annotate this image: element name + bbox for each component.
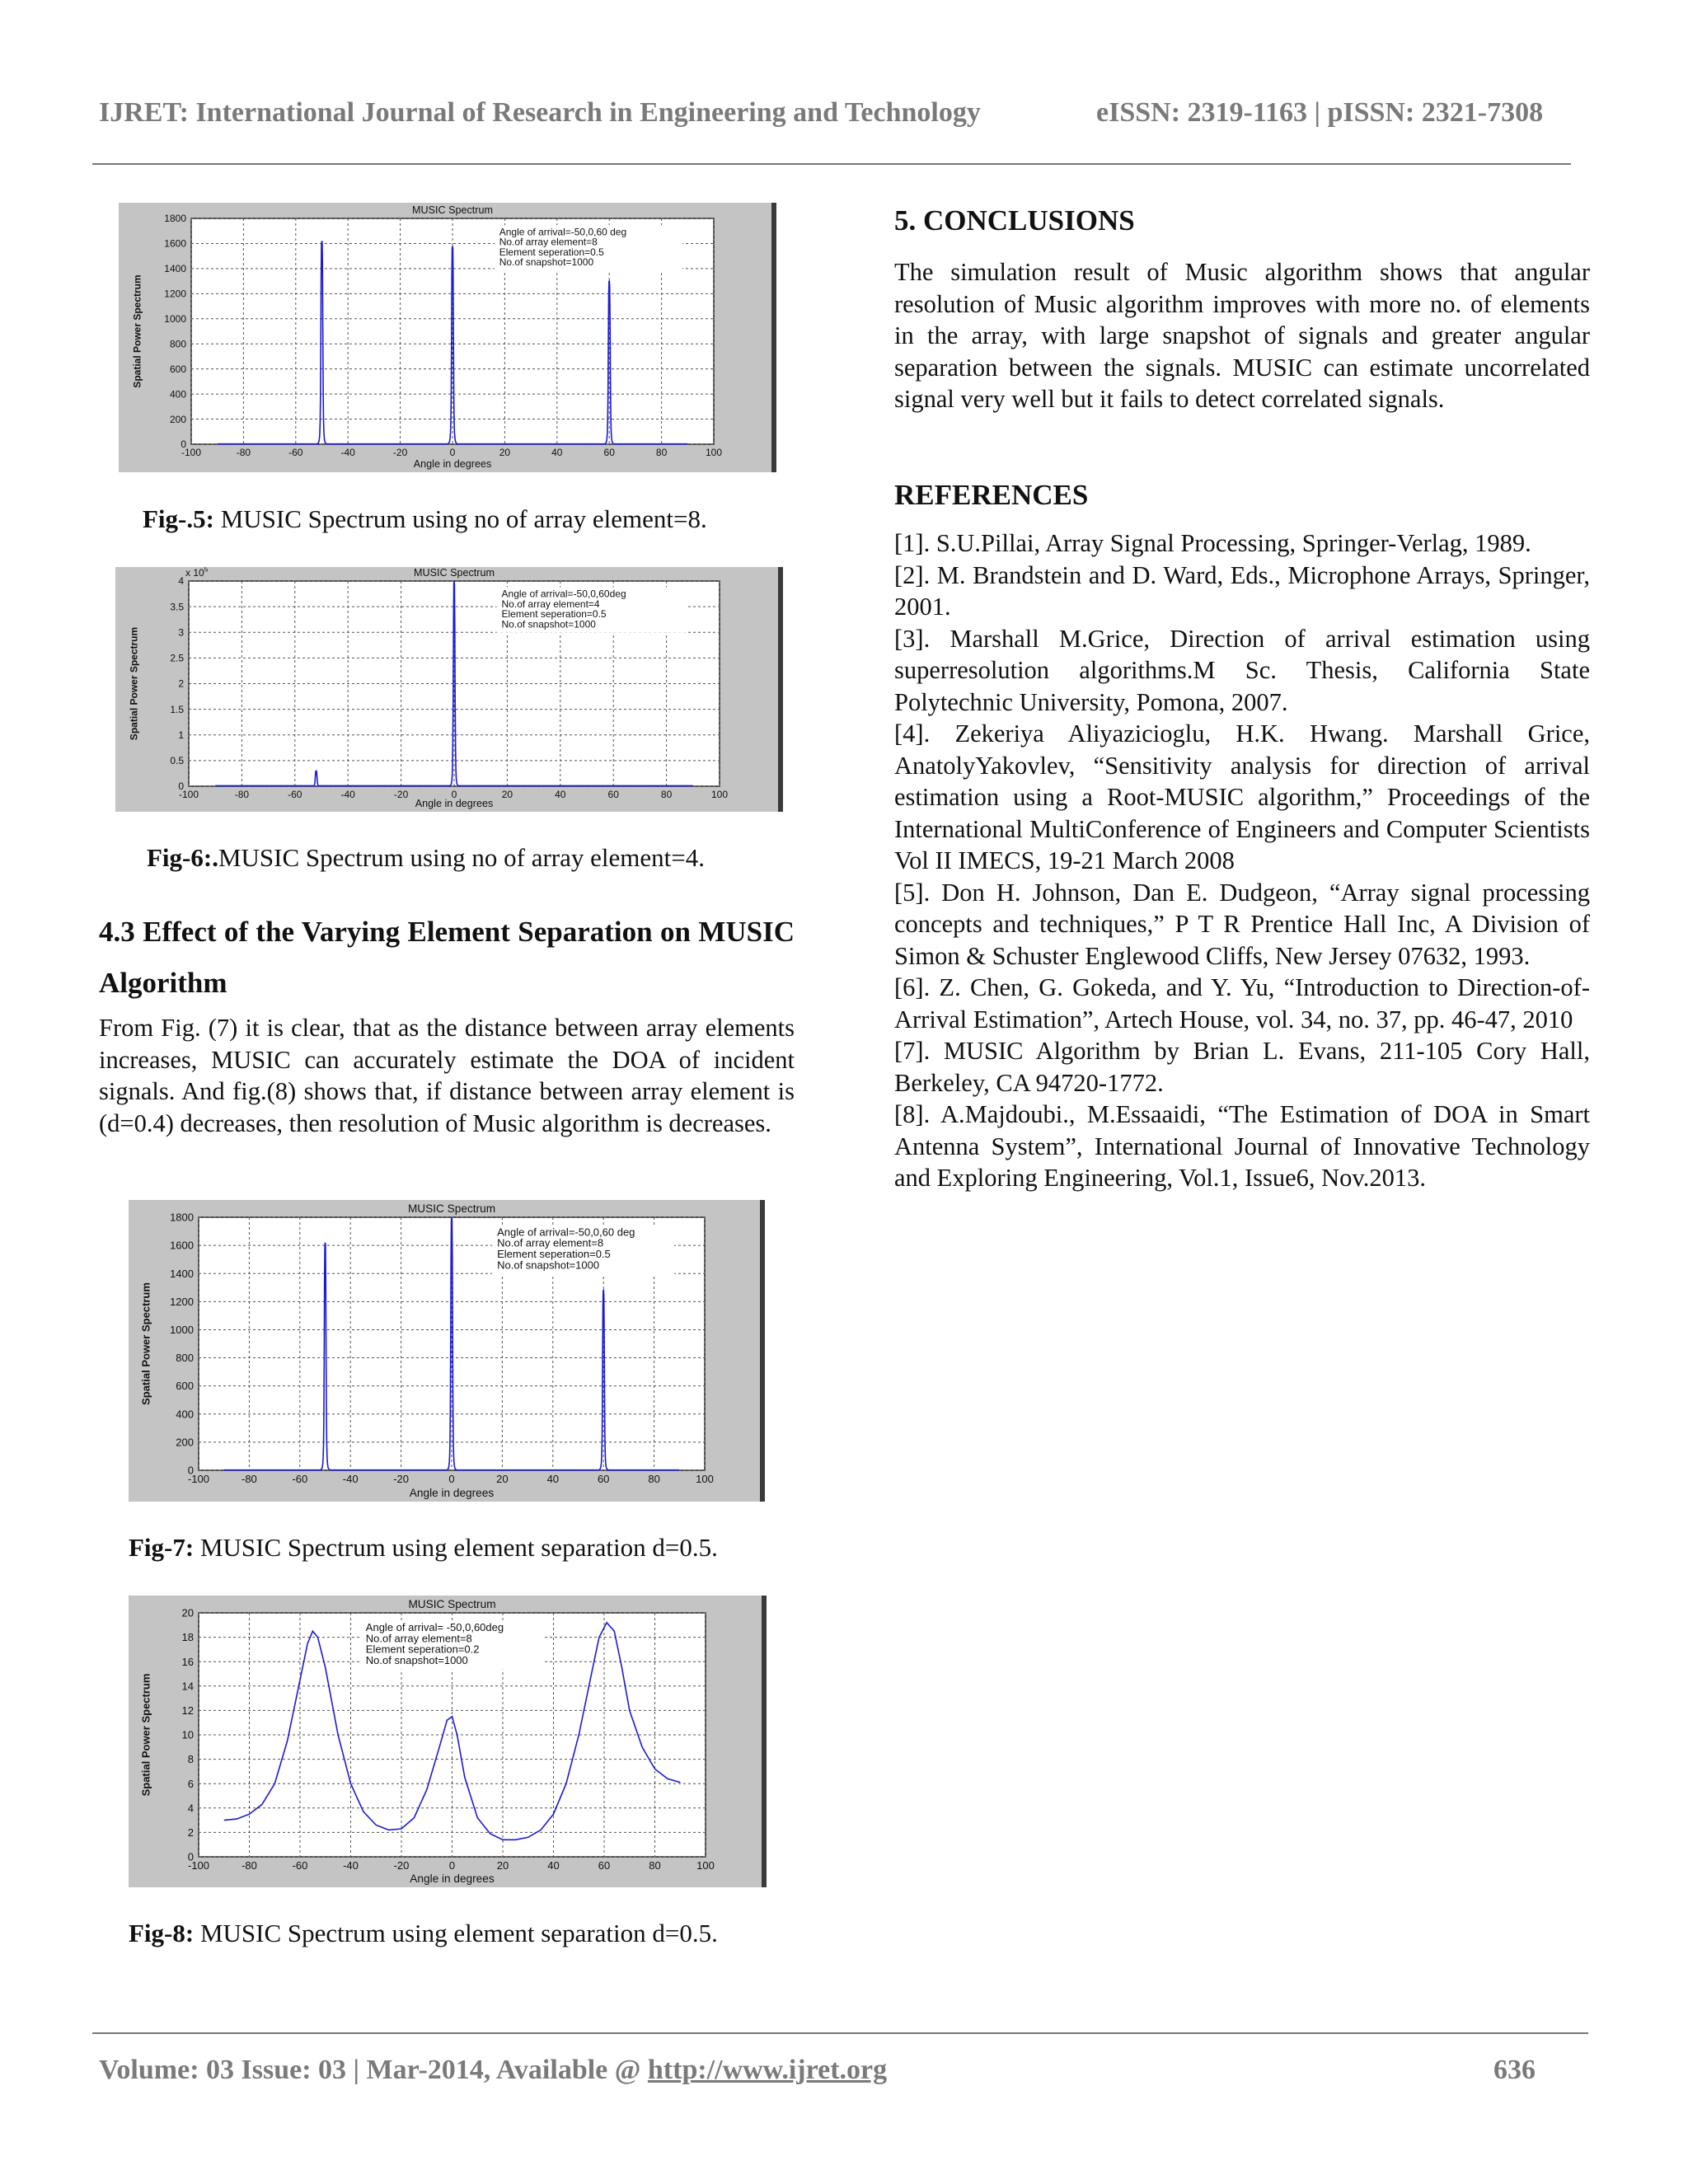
reference-item: [4]. Zekeriya Aliyazicioglu, H.K. Hwang. Marshall Grice, AnatolyYakovlev, “Sensitivity analysis for direction of arrival estimation using a Root-MUSIC algorithm,” Proceedings of the International MultiConference of Engineers and Computer Scientists Vol II IMECS, 19-21 March 2008 [894,719,1590,874]
x-tick-label: -20 [393,789,409,800]
x-tick-label: 60 [603,447,615,458]
chart-svg [129,1596,767,1887]
x-tick-label: 0 [451,789,457,800]
x-tick-label: -60 [292,1859,308,1872]
annotation-line: Angle of arrival=-50,0,60deg [501,588,626,600]
x-tick-label: 40 [547,1859,560,1872]
caption-label: Fig-7: [129,1533,195,1562]
y-tick-label: 2 [178,677,184,690]
x-tick-label: 40 [546,1473,560,1485]
x-tick-label: -100 [187,1473,210,1485]
y-tick-label: 1200 [164,288,186,300]
frame-edge [760,1200,765,1502]
caption-label: Fig-6:. [147,843,218,872]
references-list [894,527,1590,1194]
x-tick-label: -20 [393,1859,410,1872]
journal-link[interactable]: http://www.ijret.org [647,2055,888,2085]
footer-divider [92,2032,1588,2034]
y-tick-label: 8 [187,1753,194,1766]
x-tick-label: -20 [392,447,408,458]
x-tick-label: -100 [187,1859,210,1872]
y-tick-label: 0 [187,1850,194,1863]
footer-volume-text: Volume: 03 Issue: 03 | Mar-2014, Available @ [99,2055,648,2085]
conclusions-heading: 5. CONCLUSIONS [894,204,1135,237]
y-tick-label: 1.5 [170,703,184,715]
journal-title: IJRET: International Journal of Research in Engineering and Technology [99,97,981,128]
x-tick-label: 100 [696,1473,714,1485]
x-tick-label: -40 [342,1473,359,1485]
x-tick-label: 80 [660,789,673,800]
section-4-3-body: From Fig. (7) it is clear, that as the distance between array elements increases, MUSIC can accurately estimate the DOA of incident signals. And fig.(8) shows that, if distance between array element is (d=0.4) decreases, then resolution of Music algorithm is decreases. [99,1014,795,1137]
x-tick-label: -20 [393,1473,409,1485]
x-tick-label: 80 [649,1859,661,1872]
caption-text: MUSIC Spectrum using no of array element=8. [213,504,707,533]
y-tick-label: 400 [176,1408,194,1421]
y-tick-label: 0 [187,1464,194,1477]
x-tick-label: 100 [705,447,723,458]
x-tick-label: 80 [655,447,668,458]
x-tick-label: -80 [241,1859,257,1872]
reference-item: [2]. M. Brandstein and D. Ward, Eds., Microphone Arrays, Springer, 2001. [894,560,1590,621]
caption-text: MUSIC Spectrum using no of array element=4. [218,843,705,872]
reference-item: [5]. Don H. Johnson, Dan E. Dudgeon, “Array signal processing concepts and techniques,” P T R Prentice Hall Inc, A Division of Simon & Schuster Englewood Cliffs, New Jersey 07632, 1993. [894,878,1590,970]
section-heading-4-3: 4.3 Effect of the Varying Element Separation on MUSIC Algorithm [99,916,795,999]
caption-text: MUSIC Spectrum using element separation d=0.5. [194,1919,718,1947]
page-number: 636 [1493,2055,1536,2085]
figure-5-chart [119,203,776,472]
frame-edge [762,1596,767,1887]
x-tick-label: -100 [181,447,202,458]
y-tick-label: 4 [187,1802,194,1815]
annotation-line: No.of array element=8 [365,1632,472,1645]
annotation-line: No.of snapshot=1000 [497,1258,600,1272]
header-divider [92,163,1571,165]
footer-volume [99,2055,887,2086]
y-tick-label: 1 [178,729,184,741]
reference-item: [1]. S.U.Pillai, Array Signal Processing, Springer-Verlag, 1989. [894,529,1531,557]
y-tick-label: 1400 [170,1267,194,1280]
x-axis-label: Angle in degrees [409,1487,495,1499]
x-tick-label: 40 [555,789,566,800]
chart-title: MUSIC Spectrum [407,1202,496,1215]
annotation-line: Element seperation=0.2 [365,1643,480,1656]
y-tick-label: 2.5 [170,652,184,664]
caption-label: Fig-8: [129,1919,195,1947]
x-tick-label: 60 [607,789,619,800]
annotation-line: No.of snapshot=1000 [501,618,596,630]
annotation-line: No.of array element=4 [501,598,600,610]
y-tick-label: 600 [169,363,186,375]
chart-title: MUSIC Spectrum [408,1598,496,1610]
y-exponent-label: x $10^5$ [185,567,209,579]
x-tick-label: 80 [648,1473,660,1485]
x-tick-label: -40 [340,789,355,800]
x-tick-label: 20 [496,1859,509,1872]
chart-svg [115,567,783,812]
x-axis-label: Angle in degrees [415,798,494,809]
y-exponent-power: 5 [204,567,209,574]
x-tick-label: 40 [551,447,563,458]
x-axis-label: Angle in degrees [410,1872,495,1885]
y-tick-label: 10 [181,1728,194,1741]
annotation-line: No.of array element=8 [497,1236,604,1249]
conclusions-body: The simulation result of Music algorithm shows that angular resolution of Music algorithm improves with more no. of elements in the array, with large snapshot of signals and greater angular separation between the signals. MUSIC can estimate uncorrelated signal very well but it fails to detect correlated signals. [894,258,1590,413]
y-tick-label: 1600 [170,1239,194,1252]
y-tick-label: 16 [181,1655,194,1668]
x-tick-label: 100 [696,1859,715,1872]
y-tick-label: 1400 [164,263,186,275]
x-tick-label: -100 [178,789,199,800]
y-tick-label: 3 [178,626,184,639]
y-tick-label: 18 [181,1631,194,1644]
x-tick-label: -60 [292,1473,308,1485]
y-tick-label: 0 [178,780,184,793]
figure-5-caption [143,504,707,534]
frame-edge [778,567,783,812]
figure-8-chart [129,1596,767,1887]
y-tick-label: 3.5 [170,601,184,613]
x-tick-label: 100 [710,789,729,800]
y-axis-label: Spatial Power Spectrum [131,274,143,388]
y-tick-label: 6 [187,1777,194,1790]
caption-text: MUSIC Spectrum using element separation d=0.5. [194,1533,718,1562]
x-tick-label: -60 [288,789,302,800]
annotation-line: Element seperation=0.5 [501,608,607,621]
issn: eISSN: 2319-1163 | pISSN: 2321-7308 [1096,97,1544,128]
chart-svg [129,1200,765,1502]
x-tick-label: 20 [499,447,511,458]
references-heading: REFERENCES [894,479,1089,511]
reference-item: [7]. MUSIC Algorithm by Brian L. Evans, 211-105 Cory Hall, Berkeley, CA 94720-1772. [894,1037,1590,1097]
x-tick-label: 0 [448,1859,456,1872]
x-tick-label: 20 [496,1473,509,1485]
y-tick-label: 200 [176,1436,194,1449]
x-axis-label: Angle in degrees [413,458,492,470]
figure-7-chart [129,1200,765,1502]
x-tick-label: -40 [343,1859,359,1872]
x-tick-label: -80 [241,1473,257,1485]
x-tick-label: -80 [236,447,251,458]
y-tick-label: 1600 [164,237,186,250]
y-tick-label: 20 [181,1606,194,1619]
y-tick-label: 14 [181,1680,194,1693]
y-tick-label: 2 [187,1825,194,1839]
annotation-line: Angle of arrival= -50,0,60deg [365,1621,504,1634]
y-tick-label: 1000 [164,312,186,325]
chart-title: MUSIC Spectrum [414,567,495,579]
y-tick-label: 400 [169,388,186,401]
y-tick-label: 4 [178,575,184,588]
reference-item: [6]. Z. Chen, G. Gokeda, and Y. Yu, “Introduction to Direction-of-Arrival Estimation”, Artech House, vol. 34, no. 37, pp. 46-47, 2010 [894,973,1590,1033]
y-tick-label: 0.5 [170,755,184,767]
y-tick-label: 800 [169,338,186,350]
y-axis-label: Spatial Power Spectrum [128,626,140,741]
figure-6-caption [147,843,705,873]
annotation-line: Element seperation=0.5 [499,246,604,258]
annotation-line: No.of array element=8 [499,236,598,248]
y-axis-label: Spatial Power Spectrum [139,1673,152,1797]
y-tick-label: 1200 [170,1295,194,1308]
figure-8-caption [129,1919,718,1948]
y-tick-label: 800 [176,1352,194,1365]
y-tick-label: 600 [176,1380,194,1393]
annotation-line: Angle of arrival=-50,0,60 deg [499,226,627,238]
chart-title: MUSIC Spectrum [412,204,493,216]
reference-item: [8]. A.Majdoubi., M.Essaaidi, “The Estimation of DOA in Smart Antenna System”, International Journal of Innovative Technology and Exploring Engineering, Vol.1, Issue6, Nov.2013. [894,1100,1590,1192]
x-tick-label: -40 [340,447,355,458]
x-tick-label: -80 [234,789,250,800]
frame-edge [771,203,776,472]
figure-7-caption [129,1533,718,1563]
annotation-line: No.of snapshot=1000 [499,256,594,269]
annotation-line: No.of snapshot=1000 [365,1653,468,1666]
x-tick-label: 60 [598,1859,611,1872]
x-tick-label: 20 [501,789,513,800]
y-tick-label: 12 [181,1704,194,1717]
caption-label: Fig-.5: [143,504,214,533]
y-tick-label: 1000 [170,1323,194,1336]
y-tick-label: 1800 [164,213,186,225]
reference-item: [3]. Marshall M.Grice, Direction of arrival estimation using superresolution algorithms.M Sc. Thesis, California State Polytechnic University, Pomona, 2007. [894,624,1590,716]
y-tick-label: 1800 [170,1211,194,1224]
annotation-line: Element seperation=0.5 [497,1247,611,1260]
x-tick-label: 60 [597,1473,610,1485]
x-tick-label: -60 [288,447,303,458]
chart-svg [119,203,776,472]
y-tick-label: 0 [181,438,186,451]
y-tick-label: 200 [169,413,186,425]
x-tick-label: 0 [449,447,456,458]
x-tick-label: 0 [448,1473,455,1485]
figure-6-chart [115,567,783,812]
y-axis-label: Spatial Power Spectrum [139,1282,152,1405]
annotation-line: Angle of arrival=-50,0,60 deg [497,1226,635,1239]
